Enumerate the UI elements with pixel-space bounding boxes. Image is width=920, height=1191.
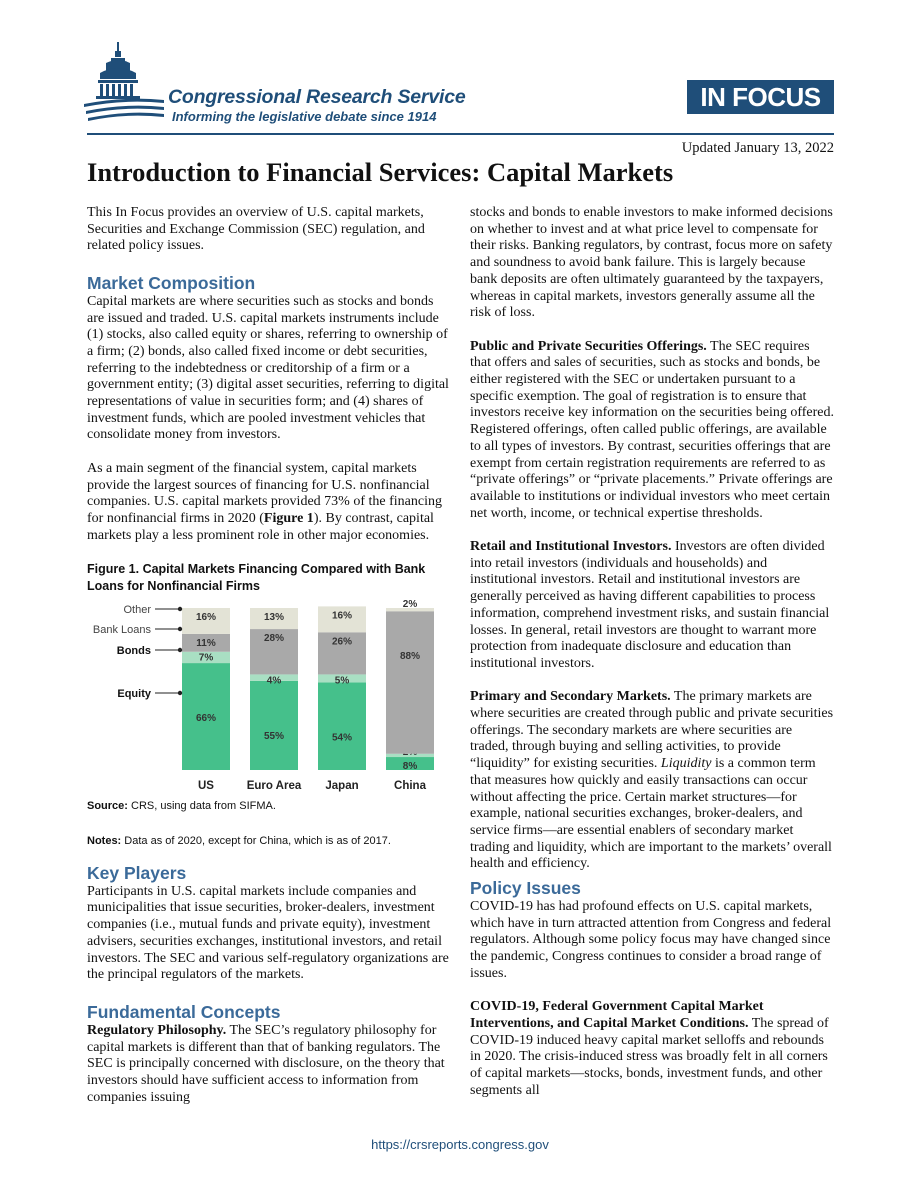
category-label-japan: Japan	[325, 780, 359, 793]
bar-bank-loans-china	[386, 611, 434, 754]
org-name: Congressional Research Service	[168, 86, 466, 108]
category-label-china: China	[394, 780, 426, 793]
data-label-bonds-euro-area: 4%	[266, 675, 282, 687]
data-label-bank-loans-china: 88%	[399, 651, 421, 663]
data-label-other-japan: 16%	[331, 610, 353, 622]
players-paragraph: Participants in U.S. capital markets include companies and municipalities that issue securities, broker-dealers, investment companies (i.e., mutual funds and private equity), investment advisers, securities exchanges, institutional investors, and retail investors. The SEC and various self-regulatory organizations are the principal regulators of the markets.	[87, 883, 449, 983]
updated-date: Updated January 13, 2022	[681, 140, 834, 156]
intro-paragraph: This In Focus provides an overview of U.S. capital markets, Securities and Exchange Commission (SEC) regulation, and related policy issues.	[87, 205, 425, 254]
legend-label-equity: Equity	[117, 688, 151, 701]
financing-chart	[87, 597, 449, 797]
in-focus-badge: IN FOCUS	[687, 80, 834, 114]
covid-paragraph: COVID-19, Federal Government Capital Market Interventions, and Capital Market Conditions. The spread of COVID-19 induced heavy capital market selloffs and rebounds in 2020. The crisis-induced stress was broadly felt in all corners of capital markets—stocks, bonds, investment funds, and other segments all	[470, 999, 829, 1098]
legend-dot-bonds	[178, 648, 182, 652]
data-label-other-euro-area: 13%	[263, 612, 285, 624]
policy-paragraph: COVID-19 has had profound effects on U.S. capital markets, which have in turn attracted attention from Congress and federal regulators. Although some policy focus may have changed since the pandemic, Congress continues to consider a broad range of issues.	[470, 899, 832, 981]
bar-equity-euro-area	[250, 681, 298, 770]
market-paragraph-1: Capital markets are where securities such as stocks and bonds are issued and traded. U.S. capital markets instruments include (1) stocks, also called equity or shares, referring to ownership of a firm; (2) bonds, also called fixed income or debt securities, referring to the indebtedness or creditorship of a firm or a government entity; (3) digital asset securities, referring to digital representations of value in securities form; and (4) shares of investment funds, which are pooled investment vehicles that consolidate money from investors.	[87, 293, 449, 443]
legend-label-other: Other	[123, 604, 151, 617]
page-title: Introduction to Financial Services: Capital Markets	[87, 157, 674, 187]
data-label-bank-loans-euro-area: 28%	[263, 633, 285, 645]
data-label-equity-euro-area: 55%	[263, 730, 285, 742]
right-column	[470, 205, 834, 1100]
category-label-euro-area: Euro Area	[246, 780, 302, 793]
data-label-bank-loans-us: 11%	[196, 637, 216, 649]
data-label-bonds-japan: 5%	[334, 675, 350, 687]
data-label-bank-loans-japan: 26%	[331, 636, 353, 648]
figure-caption: Figure 1. Capital Markets Financing Compared with Bank Loans for Nonfinancial Firms	[87, 562, 426, 594]
data-label-equity-japan: 54%	[331, 732, 353, 744]
investors-paragraph: Retail and Institutional Investors. Investors are often divided into retail investors (individuals and households) and institutional investors. Retail and institutional investors are generally perceived as having different capabilities to process information, comprehend investment risks, and sustain financial losses. In general, retail investors are thought to warrant more protection from inadequate disclosure and education than institutional investors.	[470, 539, 830, 671]
org-tagline: Informing the legislative debate since 1914	[172, 109, 437, 124]
data-label-equity-us: 66%	[195, 713, 217, 725]
market-paragraph-2: As a main segment of the financial system, capital markets provide the largest sources of financing for U.S. nonfinancial companies. U.S. capital markets provided 73% of the financing for nonfinancial firms in 2020 (Figure 1). By contrast, capital markets play a less prominent role in other major economies.	[87, 460, 442, 543]
legend-label-bonds: Bonds	[116, 645, 151, 658]
legend-dot-bank-loans	[178, 627, 182, 631]
left-column	[87, 205, 449, 1106]
heading-fundamental-concepts: Fundamental Concepts	[87, 1001, 281, 1022]
figure-notes: Notes: Data as of 2020, except for China, which is as of 2017.	[87, 834, 391, 847]
legend-dot-other	[178, 607, 182, 611]
legend-dot-equity	[178, 691, 182, 695]
data-label-bonds-us: 7%	[198, 652, 214, 664]
continued-paragraph: stocks and bonds to enable investors to make informed decisions on whether to invest and at what price level to compensate for their risks. Banking regulators, by contrast, focus more on safety and soundness to avoid bank failure. This is largely because bank deposits are often ultimately guaranteed by the taxpayers, whereas in capital markets, investors generally assume all the risk of loss.	[470, 205, 833, 321]
footer-url[interactable]: https://crsreports.congress.gov	[371, 1137, 549, 1152]
markets-paragraph: Primary and Secondary Markets. The primary markets are where securities are created through public and private securities offerings. The secondary markets are where securities are traded, through buying and selling activities, to provide “liquidity” for existing securities. Liquidity is a common term that measures how quickly and easily transactions can occur without affecting the price. Certain market structures—for example, national securities exchanges, broker-dealers, and service firms—are essential enablers of secondary market trading and liquidity, which are important to the markets’ overall health and efficiency.	[470, 689, 834, 872]
heading-policy-issues: Policy Issues	[470, 878, 581, 899]
heading-key-players: Key Players	[87, 862, 187, 883]
figure-source: Source: CRS, using data from SIFMA.	[87, 800, 276, 813]
data-label-other-china: 2%	[402, 599, 418, 611]
offerings-paragraph: Public and Private Securities Offerings. The SEC requires that offers and sales of securities, such as stocks and bonds, be either registered with the SEC or undertaken pursuant to a specific exemption. The goal of registration is to ensure that investors receive key information on the securities being offered. Registered offerings, often called public offerings, are available to all types of investors. By contrast, securities offerings that are exempt from certain registration requirements are referred to as “private offerings” or “private placements.” Private offerings are available to institutions or individual investors who meet certain net worth, income, or technical expertise thresholds.	[470, 338, 835, 521]
category-label-us: US	[198, 780, 214, 793]
legend-label-bank-loans: Bank Loans	[92, 624, 151, 637]
capitol-dome-logo	[84, 42, 166, 128]
figure-1-reference[interactable]: Figure 1	[263, 510, 314, 526]
bar-equity-japan	[318, 683, 366, 770]
header-rule	[87, 133, 834, 135]
data-label-other-us: 16%	[195, 612, 217, 624]
regulatory-philosophy-paragraph: Regulatory Philosophy. The SEC’s regulatory philosophy for capital markets is different than that of banking regulators. The SEC is principally concerned with disclosure, on the theory that investors should have sufficient access to information from companies issuing	[87, 1022, 445, 1105]
data-label-equity-china: 8%	[402, 761, 418, 773]
heading-market-composition: Market Composition	[87, 272, 256, 293]
